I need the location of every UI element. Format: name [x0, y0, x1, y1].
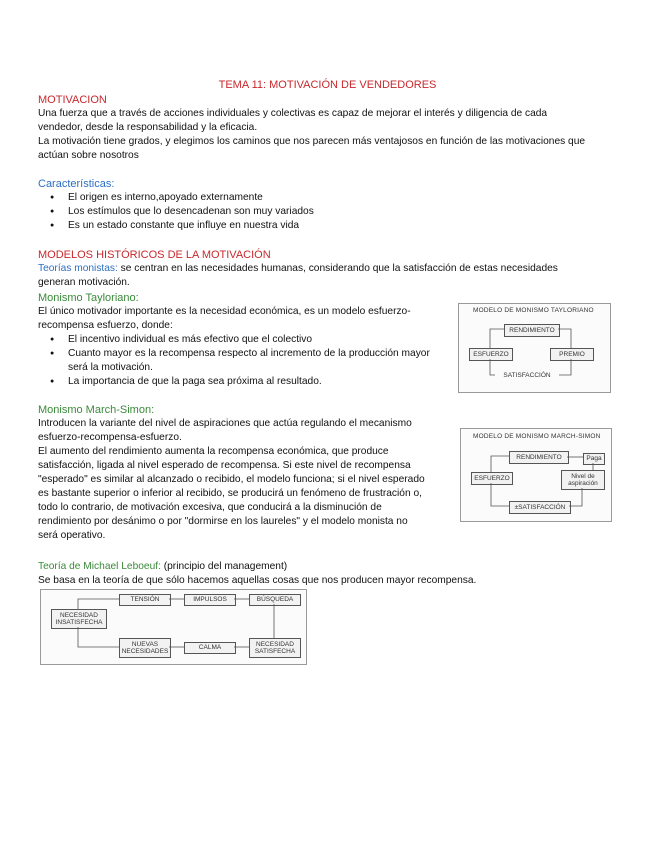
march-simon-line: esfuerzo-recompensa-esfuerzo.: [38, 432, 182, 443]
diagram-title: MODELO DE MONISMO TAYLORIANO: [473, 307, 594, 314]
leboeuf-diagram: [40, 589, 307, 665]
march-simon-line: satisfacción, ligada al nivel esperado de recompensa. Si este nivel de recompensa: [38, 460, 411, 471]
motivacion-line-3: La motivación tiene grados, y elegimos los caminos que nos parecen más ventajosos en función de las motivaciones que: [38, 136, 586, 147]
tayloriano-diagram: [458, 303, 611, 393]
tayloriano-list: [38, 333, 430, 389]
busqueda-box: BÚSQUEDA: [249, 594, 301, 606]
monistas-line-1: [38, 262, 558, 276]
tension-box: TENSIÓN: [119, 594, 171, 606]
paga-box: Paga: [583, 453, 605, 465]
rendimiento-box: RENDIMIENTO: [509, 451, 569, 464]
nuevas-necesidades-box: NUEVAS NECESIDADES: [119, 638, 171, 658]
rendimiento-box: RENDIMIENTO: [504, 324, 560, 337]
premio-box: PREMIO: [550, 348, 594, 361]
motivacion-line-2: vendedor, desde la responsabilidad y la eficacia.: [38, 122, 258, 133]
list-item: ● Es un estado constante que influye en nuestra vida: [38, 219, 314, 233]
diagram-title: MODELO DE MONISMO MARCH-SIMON: [473, 433, 601, 440]
motivacion-line-1: Una fuerza que a través de acciones individuales y colectivas es capaz de mejorar el interés y diligencia de cada: [38, 108, 548, 119]
list-item: ● El origen es interno,apoyado externamente: [38, 191, 314, 205]
motivacion-heading: MOTIVACION: [38, 94, 107, 106]
march-simon-line: Introducen la variante del nivel de aspiraciones que actúa regulando el mecanismo: [38, 418, 412, 429]
tayloriano-line-1: El único motivador importante es la necesidad económica, es un modelo esfuerzo-: [38, 306, 411, 317]
calma-box: CALMA: [184, 642, 236, 654]
march-simon-line: será operativo.: [38, 530, 106, 541]
leboeuf-heading: Teoría de Michael Leboeuf:: [38, 561, 161, 572]
march-simon-line: El aumento del rendimiento aumenta la recompensa económica, que produce: [38, 446, 389, 457]
leboeuf-heading-line: [38, 560, 287, 574]
march-simon-diagram: [460, 428, 612, 522]
march-simon-line: "esperado" es similar al alcanzado o recibido, el modelo funciona; si el nivel esperado: [38, 474, 425, 485]
monistas-label: Teorías monistas:: [38, 263, 118, 274]
flow-arrows: [41, 590, 306, 664]
leboeuf-line: Se basa en la teoría de que sólo hacemos aquellas cosas que nos producen mayor recompensa.: [38, 575, 477, 586]
satisfaccion-label: SATISFACCIÓN: [503, 371, 551, 379]
list-item: ● Los estímulos que lo desencadenan son muy variados: [38, 205, 314, 219]
tayloriano-line-2: recompensa esfuerzo, donde:: [38, 320, 173, 331]
march-simon-line: todo lo contrario, de motivación excesiva, que conducirá a la disminución de: [38, 502, 382, 513]
list-item: ● Cuanto mayor es la recompensa respecto al incremento de la producción mayor: [38, 347, 430, 361]
caracteristicas-list: [38, 191, 314, 233]
esfuerzo-box: ESFUERZO: [471, 472, 513, 485]
esfuerzo-box: ESFUERZO: [469, 348, 513, 361]
flow-arrows: [461, 429, 611, 521]
page-title: TEMA 11: MOTIVACIÓN DE VENDEDORES: [218, 79, 437, 91]
nivel-aspiracion-box: Nivel de aspiración: [561, 470, 605, 490]
list-item-continuation: será la motivación.: [68, 362, 153, 373]
satisfaccion-box: ±SATISFACCIÓN: [509, 501, 571, 514]
march-simon-line: es bastante superior o inferior al recibido, se producirá un fenómeno de frustración o,: [38, 488, 422, 499]
caracteristicas-heading: Características:: [38, 178, 115, 190]
march-simon-heading: Monismo March-Simon:: [38, 404, 155, 416]
list-item: ● El incentivo individual es más efectivo que el colectivo: [38, 333, 430, 347]
list-item: ● La importancia de que la paga sea próxima al resultado.: [38, 375, 430, 389]
impulsos-box: IMPULSOS: [184, 594, 236, 606]
modelos-heading: MODELOS HISTÓRICOS DE LA MOTIVACIÓN: [38, 249, 271, 261]
march-simon-line: rendimiento por desánimo o por "dormirse en los laureles" y el modelo monista no: [38, 516, 408, 527]
monistas-text: se centran en las necesidades humanas, considerando que la satisfacción de estas necesidades: [117, 263, 558, 274]
necesidad-satisfecha-box: NECESIDAD SATISFECHA: [249, 638, 301, 658]
tayloriano-heading: Monismo Tayloriano:: [38, 292, 139, 304]
flow-arrows: [459, 304, 610, 392]
monistas-line-2: generan motivación.: [38, 277, 130, 288]
necesidad-insatisfecha-box: NECESIDAD INSATISFECHA: [51, 609, 107, 629]
leboeuf-heading-rest: (principio del management): [160, 561, 288, 572]
motivacion-line-4: actúan sobre nosotros: [38, 150, 139, 161]
